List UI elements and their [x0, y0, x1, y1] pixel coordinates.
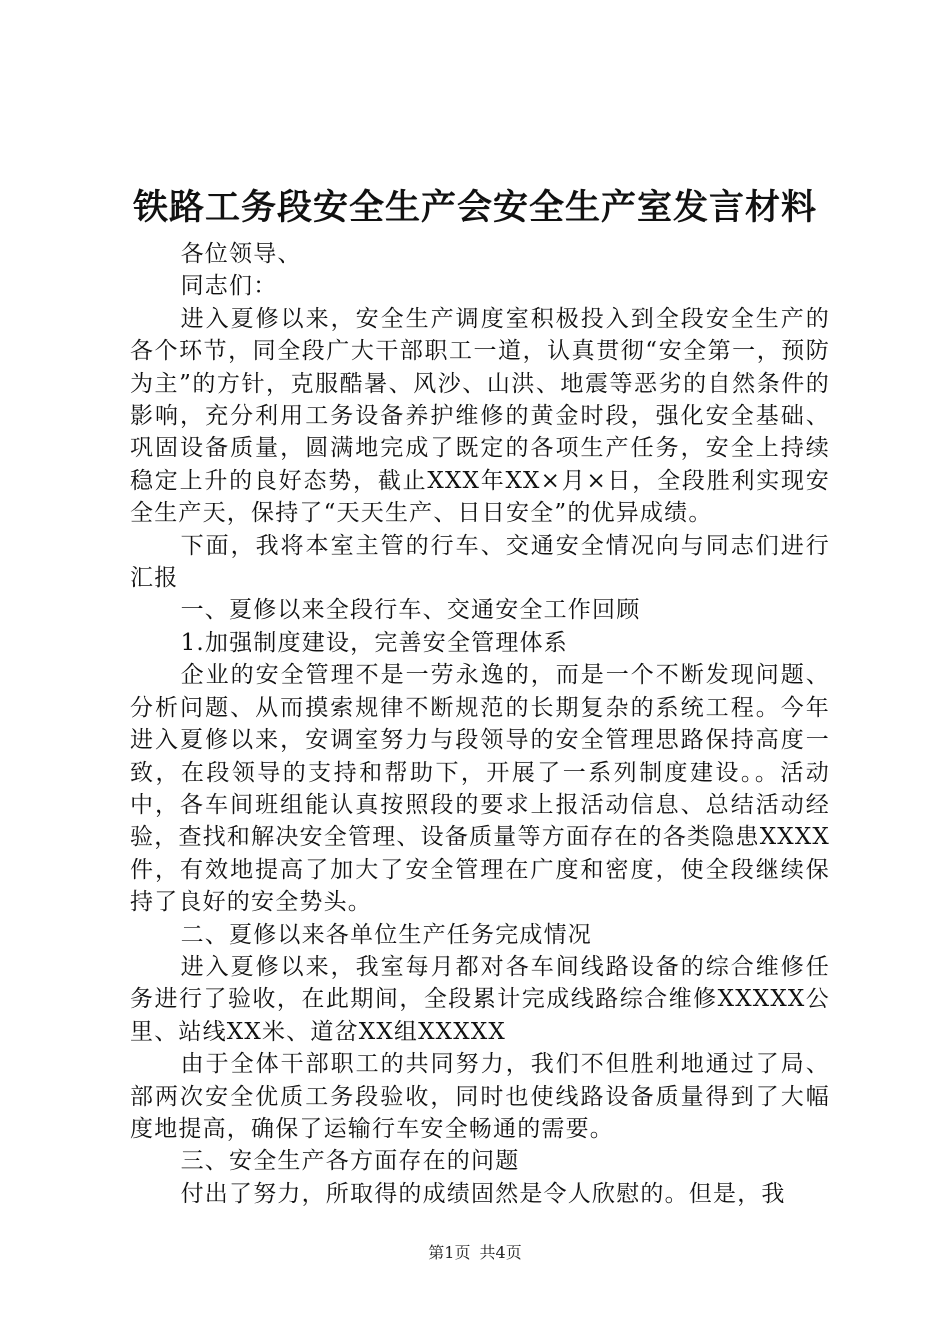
document-title: 铁路工务段安全生产会安全生产室发言材料	[132, 187, 817, 228]
body-paragraph: 企业的安全管理不是一劳永逸的，而是一个不断发现问题、分析问题、从而摸索规律不断规范的长期复杂的系统工程。今年进入夏修以来，安调室努力与段领导的安全管理思路保持高度一致，在段领导的支持和帮助下，开展了一系列制度建设。。活动中，各车间班组能认真按照段的要求上报活动信息、总结活动经验，查找和解决安全管理、设备质量等方面存在的各类隐患XXXX件，有效地提高了加大了安全管理在广度和密度，使全段继续保持了良好的安全势头。	[130, 662, 830, 916]
subsection-heading: 1.加强制度建设，完善安全管理体系	[180, 629, 568, 656]
body-paragraph: 下面，我将本室主管的行车、交通安全情况向与同志们进行汇报	[130, 532, 830, 592]
section-heading: 二、夏修以来各单位生产任务完成情况	[180, 921, 592, 948]
body-paragraph: 付出了努力，所取得的成绩固然是令人欣慰的。但是，我	[180, 1180, 786, 1207]
body-paragraph: 进入夏修以来，安全生产调度室积极投入到全段安全生产的各个环节，同全段广大干部职工一道，认真贯彻“安全第一，预防为主”的方针，克服酷暑、风沙、山洪、地震等恶劣的自然条件的影响，充分利用工务设备养护维修的黄金时段，强化安全基础、巩固设备质量，圆满地完成了既定的各项生产任务，安全上持续稳定上升的良好态势，截止XXX年XX×月×日，全段胜利实现安全生产天，保持了“天天生产、日日安全”的优异成绩。	[130, 305, 830, 527]
page-number: 第1页	[428, 1243, 471, 1262]
body-paragraph: 由于全体干部职工的共同努力，我们不但胜利地通过了局、部两次安全优质工务段验收，同时也使线路设备质量得到了大幅度地提高，确保了运输行车安全畅通的需要。	[130, 1051, 830, 1142]
document-body	[130, 238, 830, 1210]
page-footer	[0, 1242, 950, 1264]
section-heading: 三、安全生产各方面存在的问题	[180, 1148, 520, 1175]
section-heading: 一、夏修以来全段行车、交通安全工作回顾	[180, 597, 641, 624]
salutation-line: 同志们：	[180, 273, 278, 300]
page-total: 共4页	[479, 1243, 522, 1262]
body-paragraph: 进入夏修以来，我室每月都对各车间线路设备的综合维修任务进行了验收，在此期间，全段累计完成线路综合维修XXXXX公里、站线XX米、道岔XX组XXXXX	[130, 953, 830, 1045]
salutation-line: 各位领导、	[180, 241, 302, 267]
